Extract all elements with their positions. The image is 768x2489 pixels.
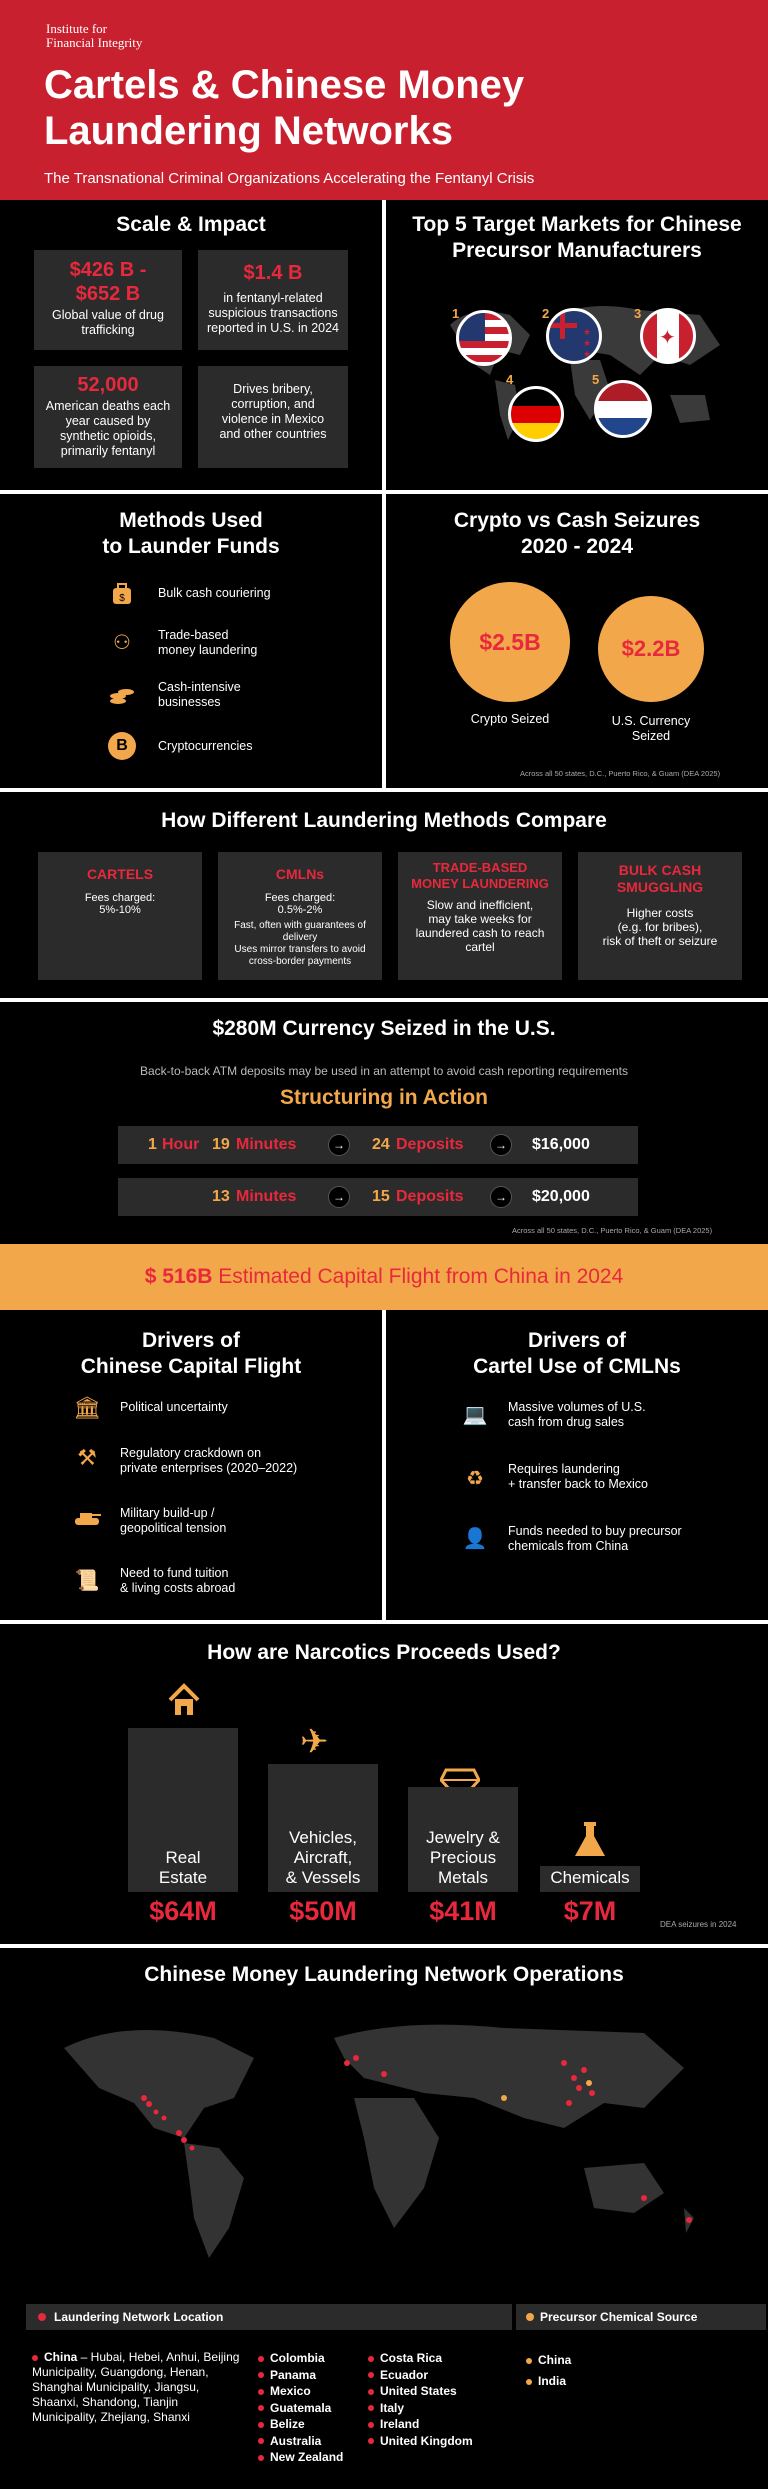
location-name: United States — [380, 2384, 457, 2398]
compare-card-tbml — [398, 852, 562, 980]
stat-text: Drives bribery, corruption, and violence in Mexico and other countries — [219, 382, 327, 441]
compare-card-cartels — [38, 852, 202, 980]
source-list — [526, 2350, 571, 2392]
trade-people-icon: ⚇ — [113, 631, 131, 654]
crypto-value: $2.5B — [479, 628, 541, 655]
currency-source-note: Across all 50 states, D.C., Puerto Rico, & Guam (DEA 2025) — [512, 1226, 713, 1235]
proceeds-source-note: DEA seizures in 2024 — [660, 1920, 737, 1929]
crypto-source-note: Across all 50 states, D.C., Puerto Rico, & Guam (DEA 2025) — [520, 769, 721, 778]
location-item — [526, 2350, 571, 2371]
coins-stack-icon — [108, 682, 136, 710]
header-banner — [0, 0, 768, 200]
location-name: New Zealand — [270, 2450, 344, 2464]
dot-icon — [526, 2358, 532, 2364]
bar-label: Chemicals — [550, 1868, 630, 1887]
location-item — [258, 2433, 343, 2450]
method-label: Cash-intensive businesses — [158, 680, 241, 709]
flag-germany-icon — [508, 386, 564, 442]
page-subtitle: The Transnational Criminal Organizations Accelerating the Fentanyl Crisis — [44, 170, 535, 187]
dot-icon — [258, 2422, 264, 2428]
row-minutes: 19 — [212, 1136, 230, 1153]
rank-2: 2 — [542, 306, 550, 321]
row-deposits-unit: Deposits — [396, 1136, 464, 1153]
dot-icon — [368, 2389, 374, 2395]
orange-dot-icon — [526, 2313, 534, 2321]
arrow-right-icon: → — [490, 1186, 512, 1208]
location-item — [368, 2433, 473, 2450]
cash-bag-icon — [108, 580, 136, 608]
legend-location — [26, 2304, 512, 2330]
stat-box-trafficking — [34, 250, 182, 350]
rank-4: 4 — [506, 372, 514, 387]
card-fees: Fees charged: 0.5%-2% — [264, 892, 336, 916]
location-item — [258, 2350, 343, 2367]
location-name: Panama — [270, 2367, 317, 2382]
arrow-right-icon: → — [328, 1134, 350, 1156]
world-network-map — [44, 2008, 724, 2268]
location-name: China — [44, 2350, 78, 2364]
arrow-right-icon: → — [490, 1134, 512, 1156]
org-logo: Institute for Financial Integrity — [46, 21, 143, 50]
driver-label: Military build-up / geopolitical tension — [120, 1506, 227, 1535]
row-minutes-unit: Minutes — [236, 1188, 297, 1205]
drivers-cartel-heading: Drivers of Cartel Use of CMLNs — [473, 1329, 681, 1378]
location-item — [368, 2367, 473, 2384]
rank-3: 3 — [634, 306, 642, 321]
location-item — [368, 2400, 473, 2417]
row-minutes-unit: Minutes — [236, 1136, 297, 1153]
flag-new-zealand-icon: ★ ★ ★ — [546, 308, 602, 364]
stat-box-fentanyl — [198, 250, 348, 350]
red-dot-icon — [38, 2313, 46, 2321]
structuring-row — [118, 1126, 638, 1164]
divider — [0, 490, 768, 494]
bar-value: $50M — [289, 1896, 357, 1926]
row-amount: $20,000 — [532, 1188, 590, 1205]
location-name: Costa Rica — [380, 2351, 443, 2365]
cash-label: U.S. Currency Seized — [611, 714, 691, 743]
row-deposits: 24 — [372, 1136, 390, 1153]
driver-label: Massive volumes of U.S. cash from drug sales — [508, 1400, 646, 1429]
location-item — [258, 2449, 343, 2466]
location-item — [526, 2371, 571, 2392]
location-name: China — [538, 2353, 572, 2367]
dot-icon — [258, 2455, 264, 2461]
legend-location-label: Laundering Network Location — [54, 2310, 224, 2324]
location-item — [258, 2416, 343, 2433]
divider — [382, 200, 386, 790]
bar-label: Real Estate — [158, 1848, 208, 1887]
proceeds-bar — [540, 1866, 640, 1892]
driver-label: Political uncertainty — [120, 1400, 228, 1414]
network-heading: Chinese Money Laundering Network Operations — [144, 1963, 624, 1986]
divider — [0, 1944, 768, 1948]
card-title: BULK CASH SMUGGLING — [616, 862, 704, 895]
card-title: CARTELS — [86, 866, 154, 882]
bitcoin-icon: B — [108, 732, 136, 760]
person-cash-icon: 👤 — [462, 1527, 488, 1550]
card-title: CMLNs — [275, 866, 325, 882]
row-hours-unit: Hour — [162, 1136, 200, 1153]
compare-card-cmlns — [218, 852, 382, 980]
tank-icon — [72, 1506, 102, 1530]
dot-icon — [258, 2405, 264, 2411]
location-name: United Kingdom — [380, 2433, 473, 2448]
driver-label: Regulatory crackdown on private enterprises (2020–2022) — [120, 1446, 298, 1475]
location-list-col3 — [368, 2350, 473, 2449]
card-text: Fast, often with guarantees of delivery Uses mirror transfers to avoid cross-border payments — [234, 920, 366, 967]
flag-usa-icon — [456, 310, 512, 366]
location-name: Guatemala — [270, 2400, 332, 2415]
driver-label: Requires laundering + transfer back to Mexico — [508, 1462, 648, 1491]
stat-text: in fentanyl-related suspicious transactions reported in U.S. in 2024 — [206, 291, 340, 335]
row-amount: $16,000 — [532, 1136, 590, 1153]
laptop-cash-icon: 💻 — [462, 1403, 488, 1426]
capital-flight-value: $ 516B — [144, 1265, 213, 1288]
stat-value: $426 B - $652 B — [69, 259, 147, 305]
dot-icon — [368, 2422, 374, 2428]
plane-icon: ✈ — [300, 1723, 329, 1761]
svg-text:$: $ — [119, 593, 125, 604]
bar-value: $64M — [149, 1896, 217, 1926]
compare-card-bulk-cash — [578, 852, 742, 980]
markets-heading: Top 5 Target Markets for Chinese Precursor Manufacturers — [412, 213, 742, 262]
legend-source — [516, 2304, 766, 2330]
dot-icon — [258, 2356, 264, 2362]
capital-flight-banner — [0, 1244, 768, 1310]
divider — [0, 788, 768, 792]
bar-value: $41M — [429, 1896, 497, 1926]
dot-icon — [258, 2389, 264, 2395]
location-name: Australia — [270, 2433, 322, 2448]
compare-heading: How Different Laundering Methods Compare — [161, 809, 607, 832]
bar-label: Vehicles, Aircraft, & Vessels — [285, 1828, 361, 1887]
flask-icon — [572, 1820, 608, 1860]
proceeds-bar — [408, 1787, 518, 1892]
scale-heading: Scale & Impact — [116, 213, 266, 236]
row-minutes: 13 — [212, 1188, 230, 1205]
government-building-icon: 🏛 — [73, 1395, 101, 1420]
location-name: Ireland — [380, 2417, 420, 2431]
location-name: Belize — [270, 2417, 305, 2431]
location-item — [258, 2367, 343, 2384]
location-name: India — [538, 2374, 567, 2388]
proceeds-bar — [268, 1764, 378, 1892]
stat-text: American deaths each year caused by synthetic opioids, primarily fentanyl — [45, 399, 171, 458]
location-item — [258, 2400, 343, 2417]
legend-source-label: Precursor Chemical Source — [540, 2310, 698, 2324]
location-name: Colombia — [270, 2351, 325, 2365]
divider — [0, 1620, 768, 1624]
drivers-china-heading: Drivers of Chinese Capital Flight — [80, 1329, 302, 1378]
dot-icon — [368, 2438, 374, 2444]
bar-value: $7M — [563, 1896, 617, 1926]
card-fees: Fees charged: 5%-10% — [84, 892, 156, 916]
methods-heading: Methods Used to Launder Funds — [102, 509, 280, 558]
driver-label: Need to fund tuition & living costs abroad — [120, 1566, 236, 1595]
method-label: Trade-based money laundering — [158, 628, 258, 657]
proceeds-bar — [128, 1728, 238, 1892]
row-hours: 1 — [148, 1136, 157, 1153]
gavel-icon: ⚒ — [77, 1445, 97, 1470]
crypto-circle — [450, 582, 570, 702]
location-name: Ecuador — [380, 2367, 429, 2382]
location-detail: – Hubai, Hebei, Anhui, Beijing Municipality, Guangdong, Henan, Shanghai Municipality, Jiangsu, Shaanxi, Shandong, Tianjin Municipality, Zhejiang, Shanxi — [32, 2350, 240, 2424]
card-text: Slow and inefficient, may take weeks for laundered cash to reach cartel — [415, 898, 545, 954]
location-item — [368, 2383, 473, 2400]
dot-icon — [368, 2372, 374, 2378]
location-list-china — [32, 2350, 242, 2425]
dot-icon — [258, 2438, 264, 2444]
capital-flight-text: Estimated Capital Flight from China in 2024 — [218, 1265, 624, 1288]
currency-heading: $280M Currency Seized in the U.S. — [212, 1017, 556, 1040]
proceeds-heading: How are Narcotics Proceeds Used? — [207, 1641, 561, 1664]
arrow-right-icon: → — [328, 1186, 350, 1208]
structuring-row — [118, 1178, 638, 1216]
page-title: Cartels & Chinese Money Laundering Networks — [44, 63, 525, 153]
location-name: Italy — [380, 2400, 405, 2415]
rank-1: 1 — [452, 306, 460, 321]
rank-5: 5 — [592, 372, 600, 387]
stat-text: Global value of drug trafficking — [52, 308, 164, 337]
flag-netherlands-icon — [594, 380, 652, 438]
dot-icon — [368, 2356, 374, 2362]
currency-subtext: Back-to-back ATM deposits may be used in an attempt to avoid cash reporting requirements — [139, 1064, 629, 1078]
location-name: Mexico — [270, 2384, 311, 2398]
divider — [0, 998, 768, 1002]
red-dot-icon — [32, 2355, 38, 2361]
stat-value: 52,000 — [77, 374, 139, 396]
method-label: Bulk cash couriering — [158, 586, 271, 600]
bar-label: Jewelry & Precious Metals — [426, 1828, 500, 1887]
crypto-label: Crypto Seized — [470, 712, 550, 726]
diploma-icon: 📜 — [74, 1569, 100, 1592]
crypto-heading: Crypto vs Cash Seizures 2020 - 2024 — [453, 509, 701, 558]
stat-box-violence — [198, 366, 348, 468]
dot-icon — [368, 2405, 374, 2411]
location-item — [368, 2416, 473, 2433]
card-text: Higher costs (e.g. for bribes), risk of theft or seizure — [602, 906, 718, 948]
flag-canada-icon: ✦ — [640, 308, 696, 364]
dot-icon — [526, 2379, 532, 2385]
method-label: Cryptocurrencies — [158, 739, 253, 753]
stat-box-deaths — [34, 366, 182, 468]
dot-icon — [258, 2372, 264, 2378]
card-title: TRADE-BASED MONEY LAUNDERING — [411, 860, 549, 891]
stat-value: $1.4 B — [243, 262, 303, 284]
house-icon — [166, 1682, 202, 1718]
cash-circle — [598, 596, 704, 702]
money-cycle-icon: ♻ — [466, 1467, 484, 1490]
location-list-col2 — [258, 2350, 343, 2466]
structuring-title: Structuring in Action — [279, 1086, 489, 1109]
row-deposits: 15 — [372, 1188, 390, 1205]
row-deposits-unit: Deposits — [396, 1188, 464, 1205]
cash-value: $2.2B — [621, 636, 681, 661]
driver-label: Funds needed to buy precursor chemicals from China — [508, 1524, 682, 1553]
location-item — [258, 2383, 343, 2400]
location-item — [368, 2350, 473, 2367]
